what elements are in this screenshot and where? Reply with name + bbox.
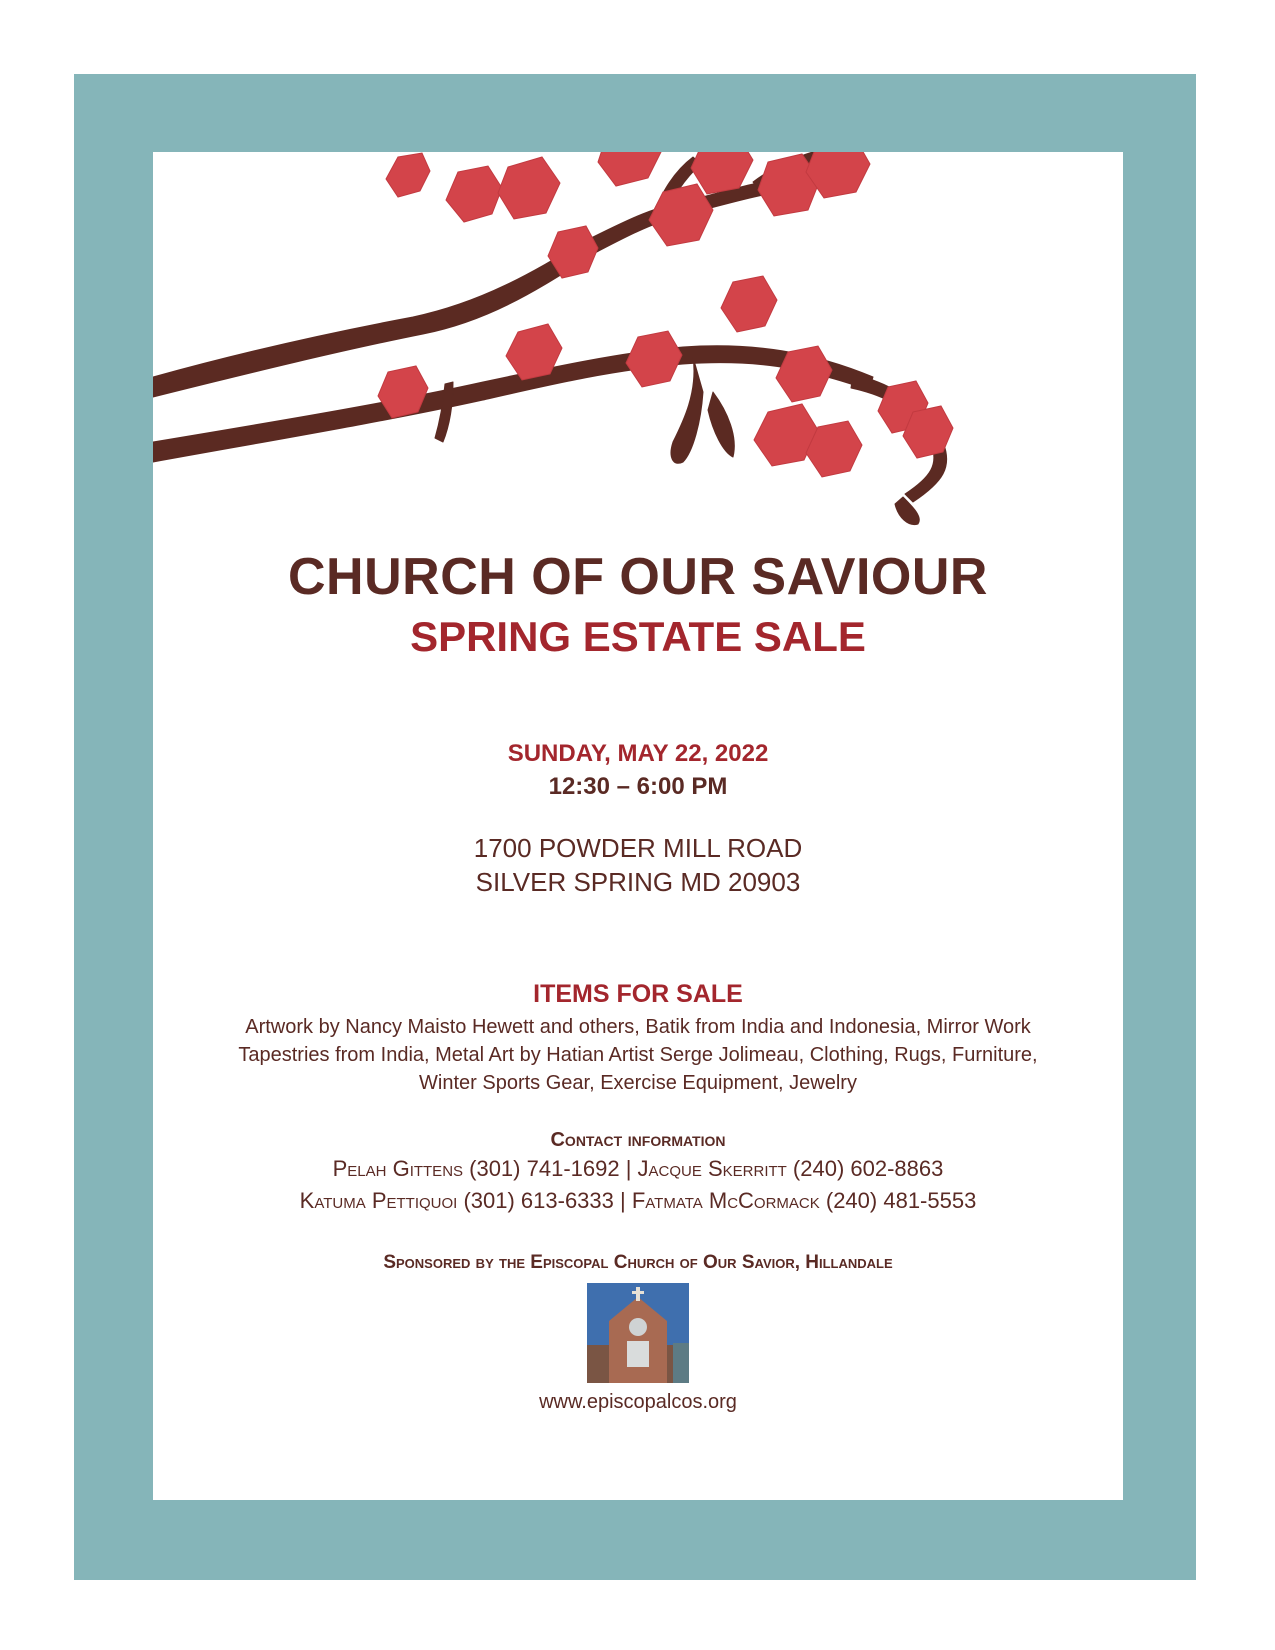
- contact-heading: Contact information: [550, 1129, 726, 1151]
- address-line-2: SILVER SPRING MD 20903: [475, 867, 801, 897]
- page-title: CHURCH OF OUR SAVIOUR: [288, 548, 988, 606]
- items-heading: ITEMS FOR SALE: [533, 980, 743, 1008]
- event-date: SUNDAY, MAY 22, 2022: [507, 740, 769, 767]
- sponsor-text: Sponsored by the Episcopal Church of Our Savior, Hillandale: [383, 1252, 893, 1273]
- event-time: 12:30 – 6:00 PM: [548, 773, 728, 800]
- event-address: [153, 831, 1123, 899]
- event-subtitle: SPRING ESTATE SALE: [410, 613, 866, 660]
- contact-line-2: Katuma Pettiquoi (301) 613-6333 | Fatmata McCormack (240) 481-5553: [299, 1188, 977, 1213]
- flyer-panel: [153, 152, 1123, 1500]
- contact-line-1: Pelah Gittens (301) 741-1692 | Jacque Skerritt (240) 602-8863: [332, 1156, 944, 1181]
- website-url: www.episcopalcos.org: [539, 1391, 737, 1413]
- address-line-1: 1700 POWDER MILL ROAD: [473, 833, 803, 863]
- items-description: Artwork by Nancy Maisto Hewett and others, Batik from India and Indonesia, Mirror Work Tapestries from India, Metal Art by Hatian Artist Serge Jolimeau, Clothing, Rugs, Furniture, Winter Sports Gear, Exercise Equipment, Jewelry: [238, 1016, 1038, 1094]
- flyer-content: [153, 547, 1123, 1415]
- church-photo: [587, 1283, 689, 1383]
- cherry-blossom-branch-illustration: [153, 152, 1123, 562]
